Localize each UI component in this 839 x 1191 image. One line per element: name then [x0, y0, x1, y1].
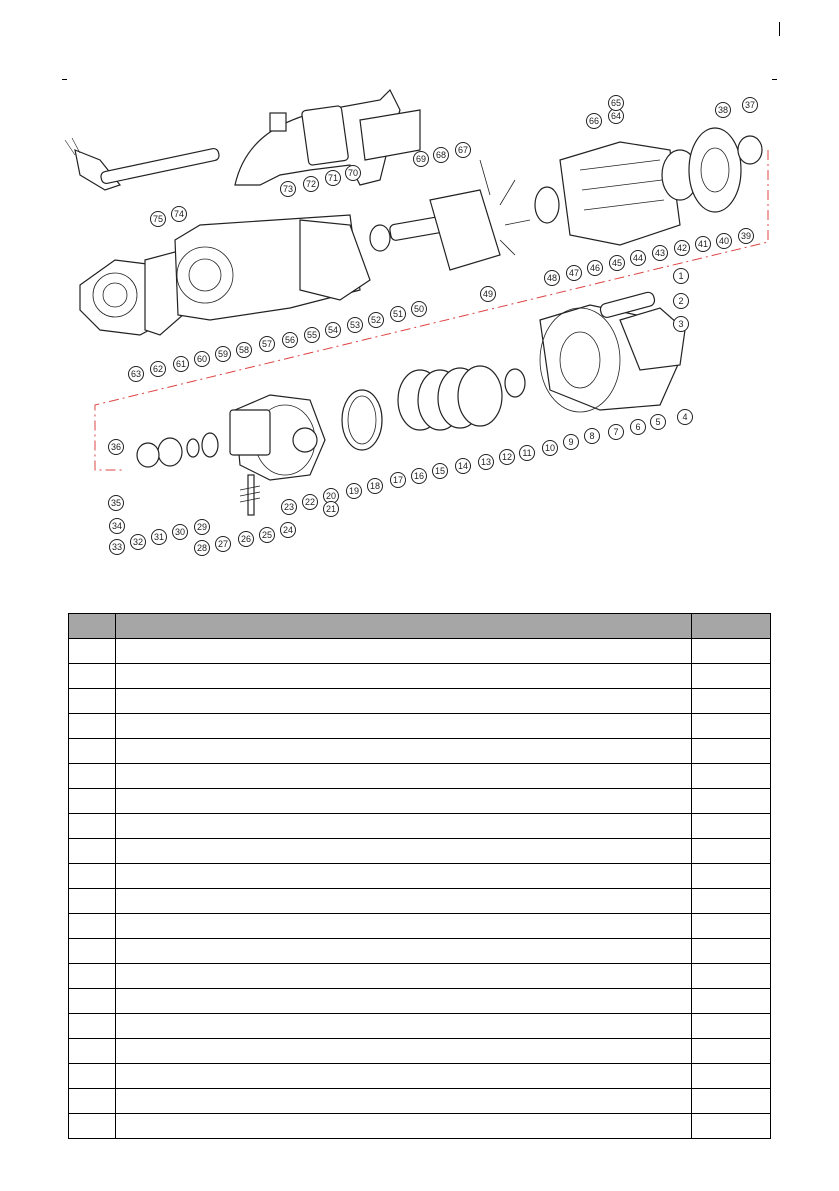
callout-35: [109, 496, 124, 511]
callout-2: [674, 294, 689, 309]
callout-number: 53: [349, 320, 361, 330]
callout-number: 28: [196, 543, 208, 553]
table-cell: [69, 739, 116, 764]
callout-18: [368, 479, 383, 494]
table-row: [69, 714, 771, 739]
callout-number: 58: [238, 345, 250, 355]
table-cell: [116, 689, 692, 714]
callout-38: [716, 103, 731, 118]
table-cell: [692, 689, 771, 714]
callout-25: [260, 528, 275, 543]
callout-15: [433, 464, 448, 479]
callout-57: [260, 337, 275, 352]
callout-21: [324, 502, 339, 517]
callout-68: [434, 148, 449, 163]
callout-number: 32: [132, 537, 144, 547]
callout-60: [195, 352, 210, 367]
callout-61: [174, 357, 189, 372]
table-cell: [116, 1039, 692, 1064]
callout-49: [481, 287, 496, 302]
callout-40: [717, 234, 732, 249]
callout-29: [195, 520, 210, 535]
callout-69: [414, 152, 429, 167]
callout-55: [305, 328, 320, 343]
table-cell: [116, 989, 692, 1014]
callout-28: [195, 541, 210, 556]
callout-number: 65: [610, 98, 622, 108]
table-cell: [69, 1039, 116, 1064]
table-row: [69, 839, 771, 864]
callout-43: [653, 246, 668, 261]
table-cell: [692, 1014, 771, 1039]
table-cell: [692, 964, 771, 989]
callout-number: 4: [682, 412, 688, 422]
callout-5: [651, 415, 666, 430]
table-cell: [69, 939, 116, 964]
table-row: [69, 964, 771, 989]
callout-number: 16: [413, 471, 425, 481]
callout-number: 70: [347, 168, 359, 178]
table-row: [69, 789, 771, 814]
callout-75: [151, 212, 166, 227]
table-cell: [116, 639, 692, 664]
callout-12: [500, 450, 515, 465]
callout-number: 45: [611, 258, 623, 268]
callout-number: 29: [196, 522, 208, 532]
table-cell: [692, 939, 771, 964]
callout-65: [609, 96, 624, 111]
callout-number: 75: [152, 214, 164, 224]
table-cell: [69, 639, 116, 664]
header-cell-qty: [692, 614, 771, 639]
table-row: [69, 689, 771, 714]
table-cell: [692, 789, 771, 814]
callout-number: 69: [415, 154, 427, 164]
callout-33: [110, 540, 125, 555]
table-cell: [69, 789, 116, 814]
table-row: [69, 764, 771, 789]
table-row: [69, 864, 771, 889]
callout-number: 55: [306, 330, 318, 340]
callout-17: [391, 473, 406, 488]
callout-number: 71: [327, 173, 339, 183]
exploded-parts-diagram: [60, 80, 780, 580]
callout-4: [678, 410, 693, 425]
callout-number: 42: [676, 243, 688, 253]
callout-number: 48: [546, 273, 558, 283]
callout-13: [479, 455, 494, 470]
table-row: [69, 989, 771, 1014]
callout-52: [369, 313, 384, 328]
table-cell: [692, 889, 771, 914]
callout-34: [110, 519, 125, 534]
callout-31: [152, 530, 167, 545]
table-cell: [692, 764, 771, 789]
callout-56: [283, 333, 298, 348]
table-cell: [116, 789, 692, 814]
callout-26: [239, 532, 254, 547]
callout-number: 25: [261, 530, 273, 540]
table-cell: [116, 864, 692, 889]
callout-66: [587, 114, 602, 129]
table-cell: [116, 714, 692, 739]
callout-number: 37: [744, 100, 756, 110]
callout-45: [610, 256, 625, 271]
table-row: [69, 814, 771, 839]
callout-number: 30: [174, 527, 186, 537]
table-cell: [692, 739, 771, 764]
callout-number: 20: [325, 491, 337, 501]
callout-number: 38: [717, 105, 729, 115]
table-cell: [69, 914, 116, 939]
callout-number: 49: [482, 289, 494, 299]
callout-8: [585, 429, 600, 444]
callout-number: 23: [283, 502, 295, 512]
callout-number: 40: [718, 236, 730, 246]
callout-number: 57: [261, 339, 273, 349]
parts-list-table: [68, 613, 771, 1139]
table-cell: [692, 639, 771, 664]
callout-number: 10: [544, 443, 556, 453]
callout-number: 46: [589, 263, 601, 273]
callout-number: 35: [110, 498, 122, 508]
callout-number: 21: [325, 504, 337, 514]
callout-number: 2: [678, 296, 684, 306]
handle-assembly: [65, 90, 420, 190]
callout-74: [172, 207, 187, 222]
callout-number: 6: [635, 422, 641, 432]
callout-number: 73: [282, 184, 294, 194]
callout-37: [743, 98, 758, 113]
table-cell: [692, 989, 771, 1014]
table-cell: [69, 1064, 116, 1089]
callout-number: 13: [480, 457, 492, 467]
callout-number: 67: [457, 145, 469, 155]
callout-number: 3: [678, 319, 684, 329]
table-cell: [692, 914, 771, 939]
table-row: [69, 939, 771, 964]
table-cell: [69, 664, 116, 689]
callout-number: 47: [568, 268, 580, 278]
callout-71: [326, 171, 341, 186]
callout-number: 62: [152, 364, 164, 374]
callout-number: 8: [589, 431, 595, 441]
table-header-row: [69, 614, 771, 639]
callout-number: 64: [610, 111, 622, 121]
table-cell: [692, 839, 771, 864]
callout-number: 61: [175, 359, 187, 369]
table-cell: [692, 714, 771, 739]
callout-1: [674, 269, 689, 284]
callout-number: 33: [111, 542, 123, 552]
callout-number: 11: [522, 448, 532, 458]
callout-72: [304, 177, 319, 192]
table-cell: [69, 814, 116, 839]
callout-number: 24: [282, 525, 294, 535]
callout-42: [675, 241, 690, 256]
table-cell: [69, 989, 116, 1014]
callout-47: [567, 266, 582, 281]
callout-50: [412, 302, 427, 317]
callout-58: [237, 343, 252, 358]
callout-number: 41: [697, 239, 709, 249]
callout-number: 7: [613, 427, 619, 437]
table-cell: [116, 939, 692, 964]
stator: [560, 128, 762, 245]
callout-14: [456, 459, 471, 474]
callout-number: 52: [370, 315, 382, 325]
callout-23: [282, 500, 297, 515]
table-row: [69, 664, 771, 689]
table-cell: [692, 1064, 771, 1089]
table-cell: [692, 1039, 771, 1064]
header-cell-no: [69, 614, 116, 639]
table-cell: [116, 1114, 692, 1139]
table-cell: [69, 1014, 116, 1039]
table-cell: [116, 914, 692, 939]
rotor-fan: [370, 160, 559, 270]
table-row: [69, 739, 771, 764]
table-cell: [692, 1089, 771, 1114]
callout-number: 27: [217, 539, 229, 549]
table-cell: [69, 1089, 116, 1114]
callout-19: [347, 484, 362, 499]
callout-59: [216, 347, 231, 362]
table-row: [69, 914, 771, 939]
table-cell: [692, 864, 771, 889]
callout-54: [326, 323, 341, 338]
callout-44: [631, 251, 646, 266]
callout-number: 26: [240, 534, 252, 544]
pump-body: [137, 395, 325, 515]
table-cell: [116, 764, 692, 789]
callout-number: 34: [111, 521, 123, 531]
table-cell: [116, 1064, 692, 1089]
callout-6: [631, 420, 646, 435]
table-row: [69, 1089, 771, 1114]
callout-27: [216, 537, 231, 552]
callout-number: 54: [327, 325, 339, 335]
callout-41: [696, 237, 711, 252]
callout-number: 36: [110, 442, 122, 452]
callout-number: 68: [435, 150, 447, 160]
table-row: [69, 1014, 771, 1039]
callout-number: 66: [588, 116, 600, 126]
callout-number: 17: [392, 475, 404, 485]
callout-number: 51: [392, 309, 404, 319]
table-row: [69, 639, 771, 664]
callout-46: [588, 261, 603, 276]
callout-53: [348, 318, 363, 333]
table-row: [69, 889, 771, 914]
callout-number: 56: [284, 335, 296, 345]
table-cell: [116, 814, 692, 839]
table-cell: [69, 689, 116, 714]
callout-number: 31: [153, 532, 165, 542]
callout-number: 15: [434, 466, 446, 476]
callout-7: [609, 425, 624, 440]
table-row: [69, 1039, 771, 1064]
callout-number: 14: [457, 461, 469, 471]
callout-number: 1: [678, 271, 684, 281]
table-cell: [116, 1089, 692, 1114]
table-cell: [69, 964, 116, 989]
callout-number: 59: [217, 349, 229, 359]
table-cell: [116, 964, 692, 989]
table-cell: [69, 764, 116, 789]
table-cell: [116, 739, 692, 764]
callout-32: [131, 535, 146, 550]
table-cell: [692, 814, 771, 839]
callout-70: [346, 166, 361, 181]
table-cell: [69, 864, 116, 889]
callout-number: 22: [304, 497, 316, 507]
callout-22: [303, 495, 318, 510]
motor-housing: [80, 215, 370, 335]
callout-48: [545, 271, 560, 286]
callout-10: [543, 441, 558, 456]
callout-30: [173, 525, 188, 540]
table-cell: [69, 889, 116, 914]
header-cell-description: [116, 614, 692, 639]
callout-3: [674, 317, 689, 332]
callout-number: 72: [305, 179, 317, 189]
table-cell: [69, 839, 116, 864]
callout-51: [391, 307, 406, 322]
callout-62: [151, 362, 166, 377]
table-cell: [116, 1014, 692, 1039]
exploded-view-svg: [60, 80, 780, 580]
table-cell: [116, 664, 692, 689]
callout-number: 74: [173, 209, 185, 219]
callout-36: [109, 440, 124, 455]
table-row: [69, 1064, 771, 1089]
callout-11: [520, 446, 535, 461]
callout-number: 12: [501, 452, 513, 462]
table-cell: [692, 1114, 771, 1139]
callout-9: [564, 435, 579, 450]
callout-number: 39: [740, 231, 752, 241]
impeller-stack: [342, 366, 525, 450]
callout-67: [456, 143, 471, 158]
table-cell: [116, 889, 692, 914]
callout-number: 60: [196, 354, 208, 364]
callout-16: [412, 469, 427, 484]
callout-number: 44: [632, 253, 644, 263]
table-cell: [69, 714, 116, 739]
pump-housing: [540, 291, 685, 412]
callout-number: 50: [413, 304, 425, 314]
callout-63: [129, 367, 144, 382]
table-row: [69, 1114, 771, 1139]
callout-number: 43: [654, 248, 666, 258]
callout-73: [281, 182, 296, 197]
callout-number: 18: [369, 481, 381, 491]
callout-number: 63: [130, 369, 142, 379]
table-cell: [692, 664, 771, 689]
callout-39: [739, 229, 754, 244]
callout-number: 5: [655, 417, 661, 427]
table-cell: [69, 1114, 116, 1139]
callout-number: 9: [568, 437, 574, 447]
page-edge-mark: [779, 22, 780, 36]
callout-number: 19: [348, 486, 360, 496]
table-cell: [116, 839, 692, 864]
callout-24: [281, 523, 296, 538]
